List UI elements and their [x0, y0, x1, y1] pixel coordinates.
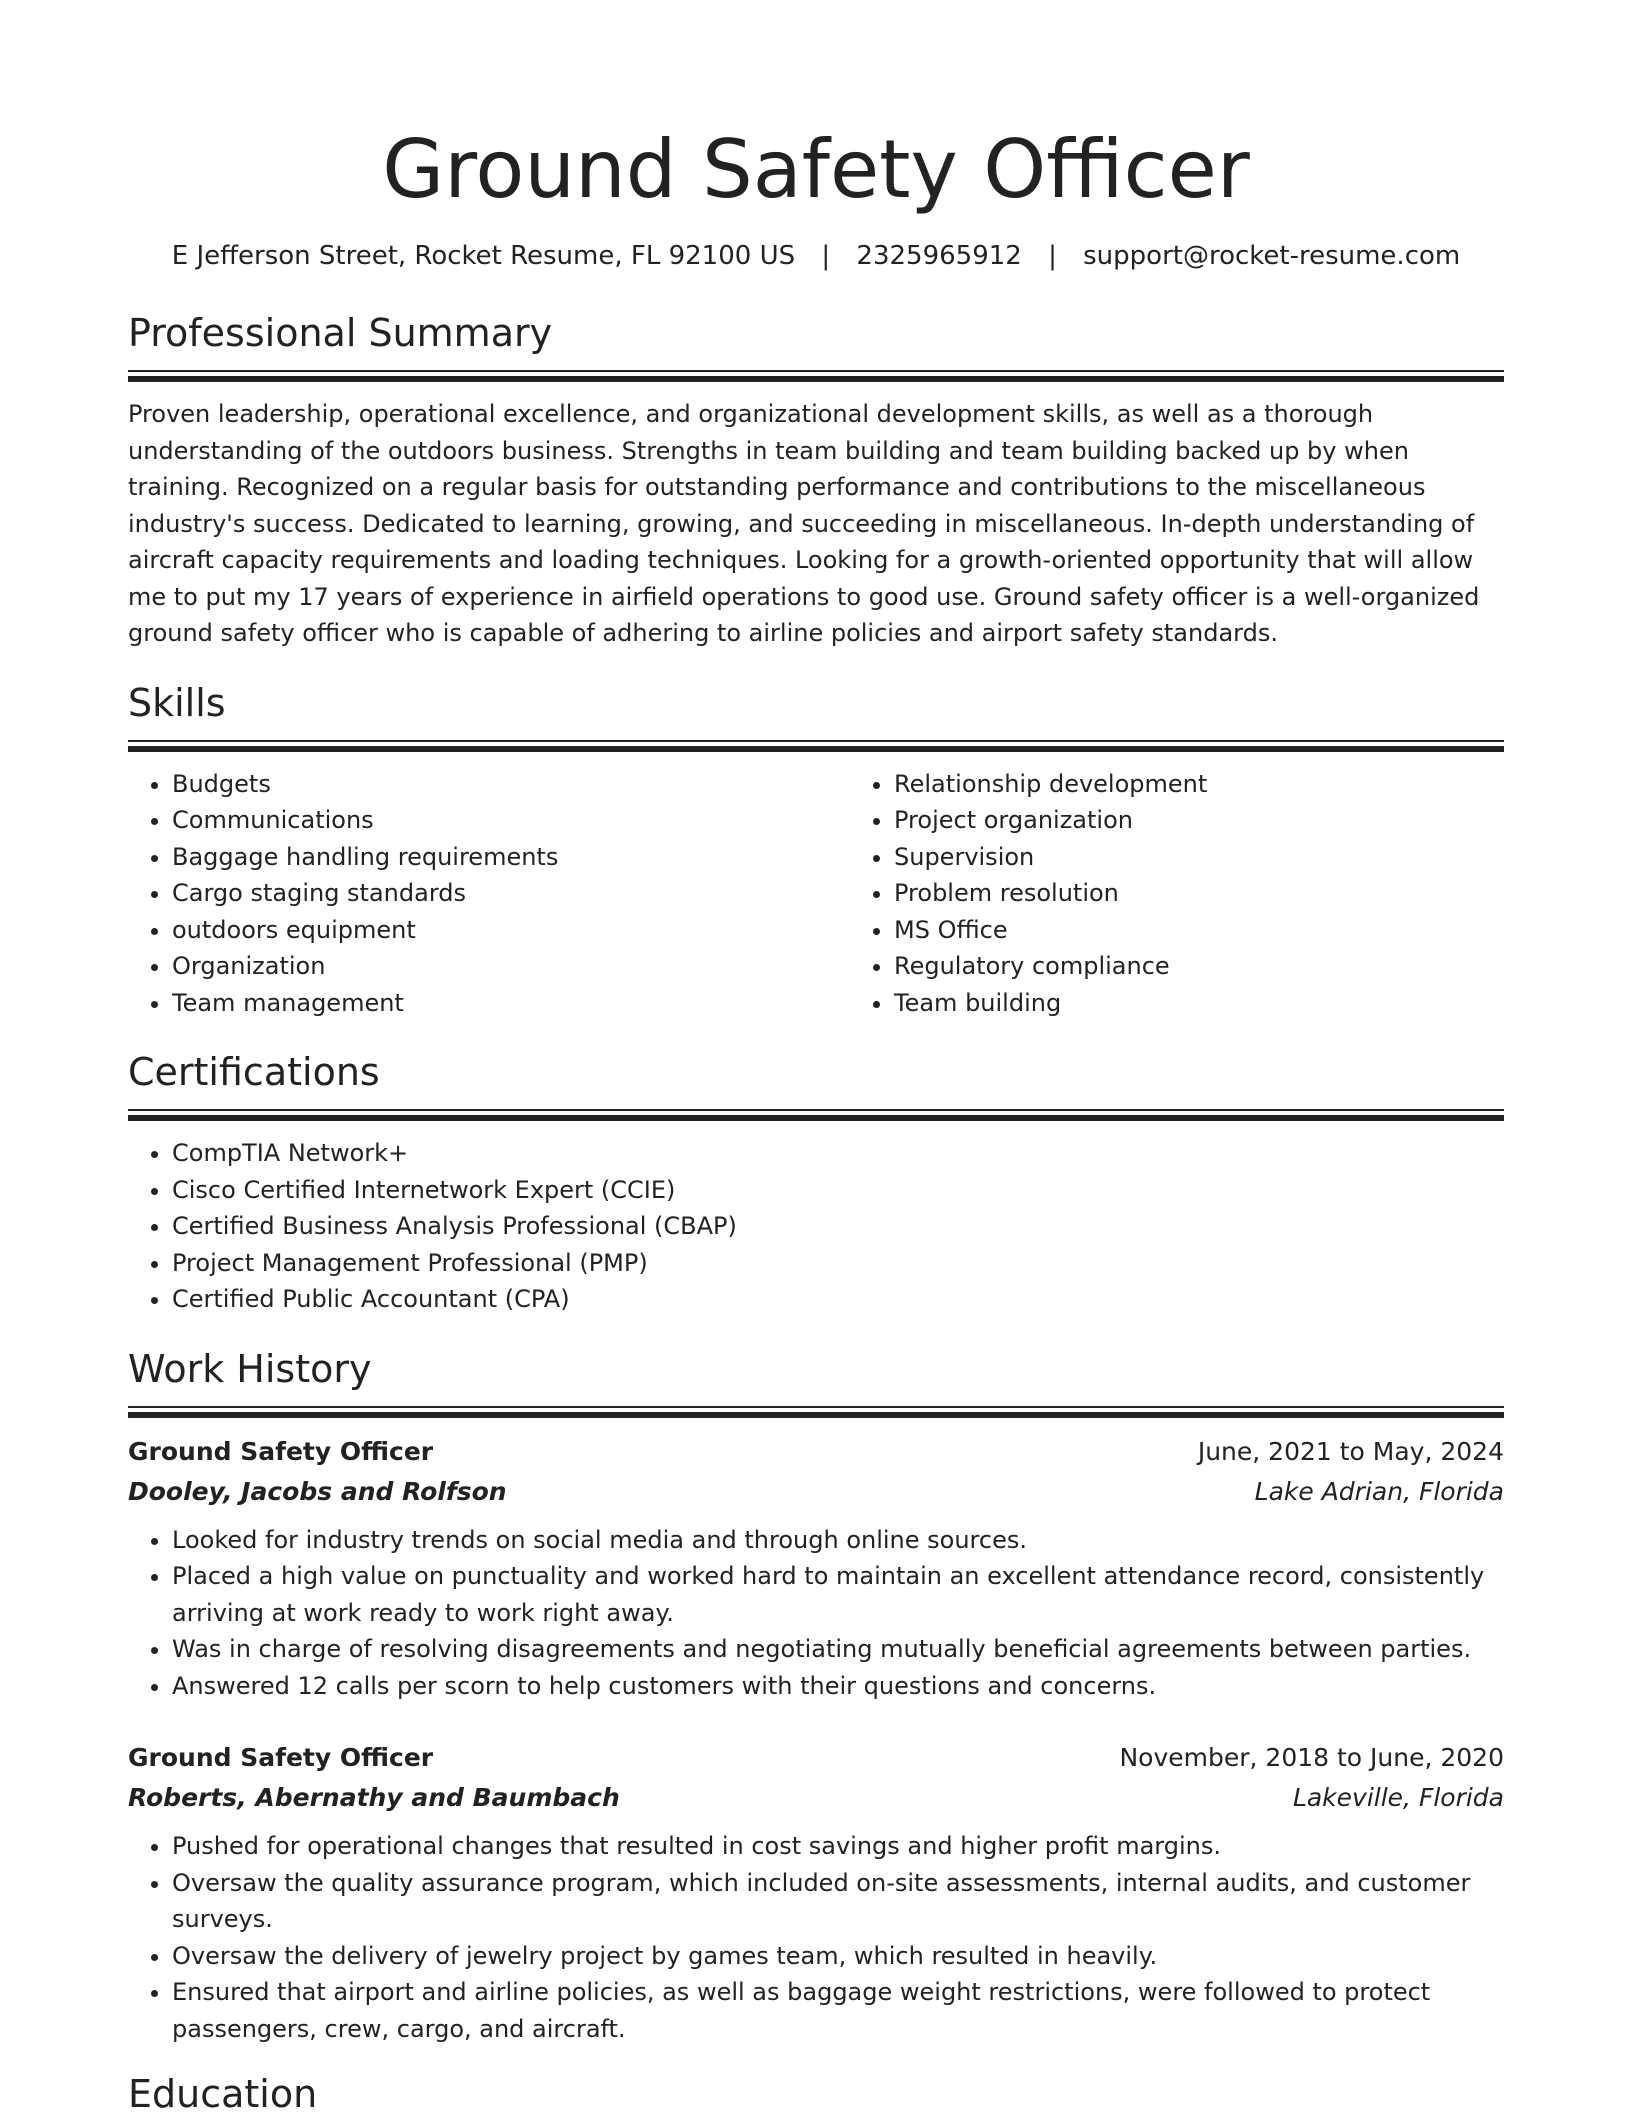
contact-line — [128, 238, 1504, 274]
list-item: • Ensured that airport and airline policies, as well as baggage weight restrictions, were followed to protect passengers, crew, cargo, and aircraft. — [172, 1974, 1504, 2047]
list-item: • Baggage handling requirements — [172, 839, 850, 876]
list-item: • Pushed for operational changes that resulted in cost savings and higher profit margins. — [172, 1828, 1504, 1865]
professional-summary-section — [128, 308, 1504, 652]
skills-grid — [128, 752, 1504, 1022]
list-item: • Project Management Professional (PMP) — [172, 1245, 1504, 1282]
section-heading: Work History — [128, 1346, 372, 1391]
contact-email: support@rocket-resume.com — [1083, 241, 1461, 271]
contact-separator: | — [1048, 241, 1057, 271]
list-item: • Team building — [894, 985, 1572, 1022]
job-entry — [128, 1738, 1504, 2047]
job-header-row — [128, 1432, 1504, 1472]
contact-phone: 2325965912 — [856, 241, 1022, 271]
job-dates: June, 2021 to May, 2024 — [1197, 1436, 1504, 1466]
list-item: • Oversaw the delivery of jewelry project by games team, which resulted in heavily. — [172, 1938, 1504, 1975]
list-item: • Supervision — [894, 839, 1572, 876]
job-bullets — [128, 1828, 1504, 2047]
list-item: • Budgets — [172, 766, 850, 803]
skills-list-right — [850, 766, 1572, 1022]
list-item: • Placed a high value on punctuality and worked hard to maintain an excellent attendance record, consistently arriving at work ready to work right away. — [172, 1558, 1504, 1631]
list-item: • Problem resolution — [894, 875, 1572, 912]
resume-name: Ground Safety Officer — [382, 123, 1250, 216]
list-item: • Answered 12 calls per scorn to help customers with their questions and concerns. — [172, 1668, 1504, 1705]
job-entry — [128, 1432, 1504, 1705]
list-item: • Regulatory compliance — [894, 948, 1572, 985]
job-title: Ground Safety Officer — [128, 1743, 434, 1772]
job-dates: November, 2018 to June, 2020 — [1119, 1743, 1504, 1772]
section-divider — [128, 740, 1504, 752]
section-divider — [128, 1109, 1504, 1121]
list-item: • Project organization — [894, 802, 1572, 839]
job-location: Lake Adrian, Florida — [1254, 1476, 1504, 1506]
list-item: • Communications — [172, 802, 850, 839]
resume-page — [128, 0, 1504, 2116]
job-bullets — [128, 1522, 1504, 1705]
section-divider — [128, 1406, 1504, 1418]
section-heading: Education — [128, 2072, 318, 2116]
section-heading: Skills — [128, 680, 226, 725]
list-item: • Looked for industry trends on social media and through online sources. — [172, 1522, 1504, 1559]
list-item: • Cisco Certified Internetwork Expert (CCIE) — [172, 1172, 1504, 1209]
job-header-row — [128, 1738, 1504, 1778]
skills-list-left — [128, 766, 850, 1022]
skills-section — [128, 678, 1504, 1022]
job-location: Lakeville, Florida — [1292, 1783, 1504, 1812]
section-heading: Certifications — [128, 1050, 380, 1094]
list-item: • outdoors equipment — [172, 912, 850, 949]
list-item: • Organization — [172, 948, 850, 985]
contact-address: E Jefferson Street, Rocket Resume, FL 92100 US — [171, 241, 796, 271]
list-item: • Certified Business Analysis Professional (CBAP) — [172, 1208, 1504, 1245]
list-item: • Certified Public Accountant (CPA) — [172, 1281, 1504, 1318]
certifications-section — [128, 1047, 1504, 1318]
job-title: Ground Safety Officer — [128, 1436, 434, 1466]
list-item: • Oversaw the quality assurance program, which included on-site assessments, internal audits, and customer surveys. — [172, 1865, 1504, 1938]
list-item: • Was in charge of resolving disagreements and negotiating mutually beneficial agreements between parties. — [172, 1631, 1504, 1668]
job-company-row — [128, 1778, 1504, 1818]
list-item: • CompTIA Network+ — [172, 1135, 1504, 1172]
certifications-list — [128, 1135, 1504, 1318]
list-item: • Cargo staging standards — [172, 875, 850, 912]
job-company: Roberts, Abernathy and Baumbach — [128, 1783, 620, 1812]
summary-text: Proven leadership, operational excellence, and organizational development skills, as well as a thorough understanding of the outdoors business. Strengths in team building and team building backed up by when training. Recognized on a regular basis for outstanding performance and contributions to the miscellaneous industry's success. Dedicated to learning, growing, and succeeding in miscellaneous. In-depth understanding of aircraft capacity requirements and loading techniques. Looking for a growth-oriented opportunity that will allow me to put my 17 years of experience in airfield operations to good use. Ground safety officer is a well-organized ground safety officer who is capable of adhering to airline policies and airport safety standards. — [128, 400, 1480, 647]
list-item: • Team management — [172, 985, 850, 1022]
contact-separator: | — [821, 241, 831, 271]
job-company: Dooley, Jacobs and Rolfson — [128, 1476, 507, 1506]
list-item: • Relationship development — [894, 766, 1572, 803]
list-item: • MS Office — [894, 912, 1572, 949]
work-history-section — [128, 1344, 1504, 2048]
section-heading: Professional Summary — [128, 311, 553, 355]
section-divider — [128, 370, 1504, 382]
job-company-row — [128, 1472, 1504, 1512]
